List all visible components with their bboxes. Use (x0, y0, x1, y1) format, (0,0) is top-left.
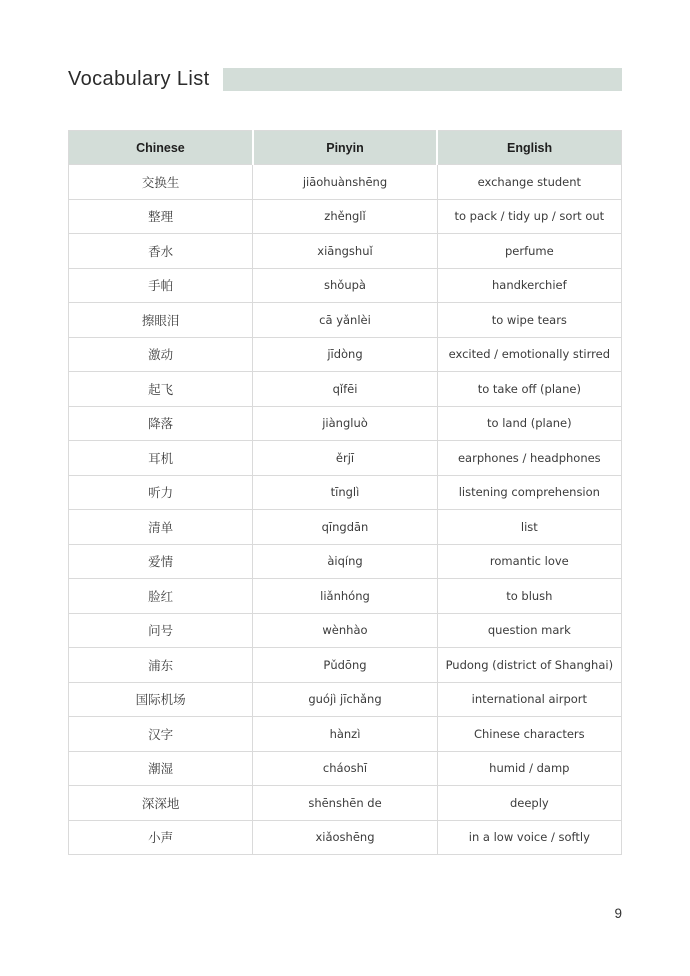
cell-pinyin: wènhào (253, 613, 437, 648)
cell-english: to land (plane) (437, 406, 621, 441)
table-row (69, 820, 622, 855)
cell-pinyin: ěrjī (253, 441, 437, 476)
cell-pinyin: hànzì (253, 717, 437, 752)
cell-chinese: 香水 (69, 234, 253, 269)
vocab-table (68, 130, 622, 855)
cell-chinese: 深深地 (69, 786, 253, 821)
cell-chinese: 问号 (69, 613, 253, 648)
cell-chinese: 耳机 (69, 441, 253, 476)
cell-pinyin: jiàngluò (253, 406, 437, 441)
cell-chinese: 听力 (69, 475, 253, 510)
cell-english: perfume (437, 234, 621, 269)
cell-pinyin: tīnglì (253, 475, 437, 510)
table-row (69, 682, 622, 717)
cell-pinyin: zhěnglǐ (253, 199, 437, 234)
cell-pinyin: liǎnhóng (253, 579, 437, 614)
cell-english: exchange student (437, 165, 621, 200)
cell-english: to pack / tidy up / sort out (437, 199, 621, 234)
table-row (69, 234, 622, 269)
table-row (69, 337, 622, 372)
cell-pinyin: cā yǎnlèi (253, 303, 437, 338)
cell-chinese: 脸红 (69, 579, 253, 614)
cell-english: international airport (437, 682, 621, 717)
cell-english: Chinese characters (437, 717, 621, 752)
table-row (69, 199, 622, 234)
cell-chinese: 汉字 (69, 717, 253, 752)
cell-english: listening comprehension (437, 475, 621, 510)
table-row (69, 717, 622, 752)
cell-chinese: 清单 (69, 510, 253, 545)
cell-pinyin: shēnshēn de (253, 786, 437, 821)
cell-pinyin: cháoshī (253, 751, 437, 786)
cell-pinyin: Pǔdōng (253, 648, 437, 683)
table-row (69, 165, 622, 200)
cell-english: list (437, 510, 621, 545)
table-row (69, 786, 622, 821)
cell-chinese: 交换生 (69, 165, 253, 200)
cell-chinese: 激动 (69, 337, 253, 372)
cell-pinyin: xiǎoshēng (253, 820, 437, 855)
column-header-pinyin: Pinyin (253, 131, 437, 165)
column-header-english: English (437, 131, 621, 165)
cell-chinese: 浦东 (69, 648, 253, 683)
table-row (69, 303, 622, 338)
column-header-chinese: Chinese (69, 131, 253, 165)
cell-pinyin: àiqíng (253, 544, 437, 579)
cell-chinese: 国际机场 (69, 682, 253, 717)
vocab-table-body (69, 165, 622, 855)
table-row (69, 441, 622, 476)
cell-english: handkerchief (437, 268, 621, 303)
table-row (69, 372, 622, 407)
cell-chinese: 手帕 (69, 268, 253, 303)
cell-chinese: 小声 (69, 820, 253, 855)
cell-pinyin: qīngdān (253, 510, 437, 545)
cell-pinyin: guójì jīchǎng (253, 682, 437, 717)
cell-chinese: 降落 (69, 406, 253, 441)
page-number: 9 (614, 906, 622, 921)
cell-pinyin: xiāngshuǐ (253, 234, 437, 269)
cell-pinyin: qǐfēi (253, 372, 437, 407)
table-row (69, 544, 622, 579)
table-row (69, 406, 622, 441)
cell-chinese: 起飞 (69, 372, 253, 407)
table-row (69, 613, 622, 648)
table-row (69, 510, 622, 545)
cell-english: to wipe tears (437, 303, 621, 338)
cell-pinyin: jīdòng (253, 337, 437, 372)
cell-english: to take off (plane) (437, 372, 621, 407)
table-row (69, 475, 622, 510)
cell-chinese: 擦眼泪 (69, 303, 253, 338)
cell-chinese: 爱情 (69, 544, 253, 579)
title-row (68, 67, 622, 91)
cell-english: romantic love (437, 544, 621, 579)
cell-english: to blush (437, 579, 621, 614)
cell-english: Pudong (district of Shanghai) (437, 648, 621, 683)
table-row (69, 648, 622, 683)
table-row (69, 751, 622, 786)
cell-english: in a low voice / softly (437, 820, 621, 855)
cell-chinese: 整理 (69, 199, 253, 234)
cell-english: excited / emotionally stirred (437, 337, 621, 372)
cell-english: earphones / headphones (437, 441, 621, 476)
table-row (69, 579, 622, 614)
cell-english: question mark (437, 613, 621, 648)
title-accent-bar (223, 68, 622, 91)
cell-pinyin: jiāohuànshēng (253, 165, 437, 200)
page-title: Vocabulary List (68, 68, 210, 90)
cell-pinyin: shǒupà (253, 268, 437, 303)
table-row (69, 268, 622, 303)
cell-english: humid / damp (437, 751, 621, 786)
cell-english: deeply (437, 786, 621, 821)
vocab-table-header (69, 131, 622, 165)
header-row (69, 131, 622, 165)
cell-chinese: 潮湿 (69, 751, 253, 786)
